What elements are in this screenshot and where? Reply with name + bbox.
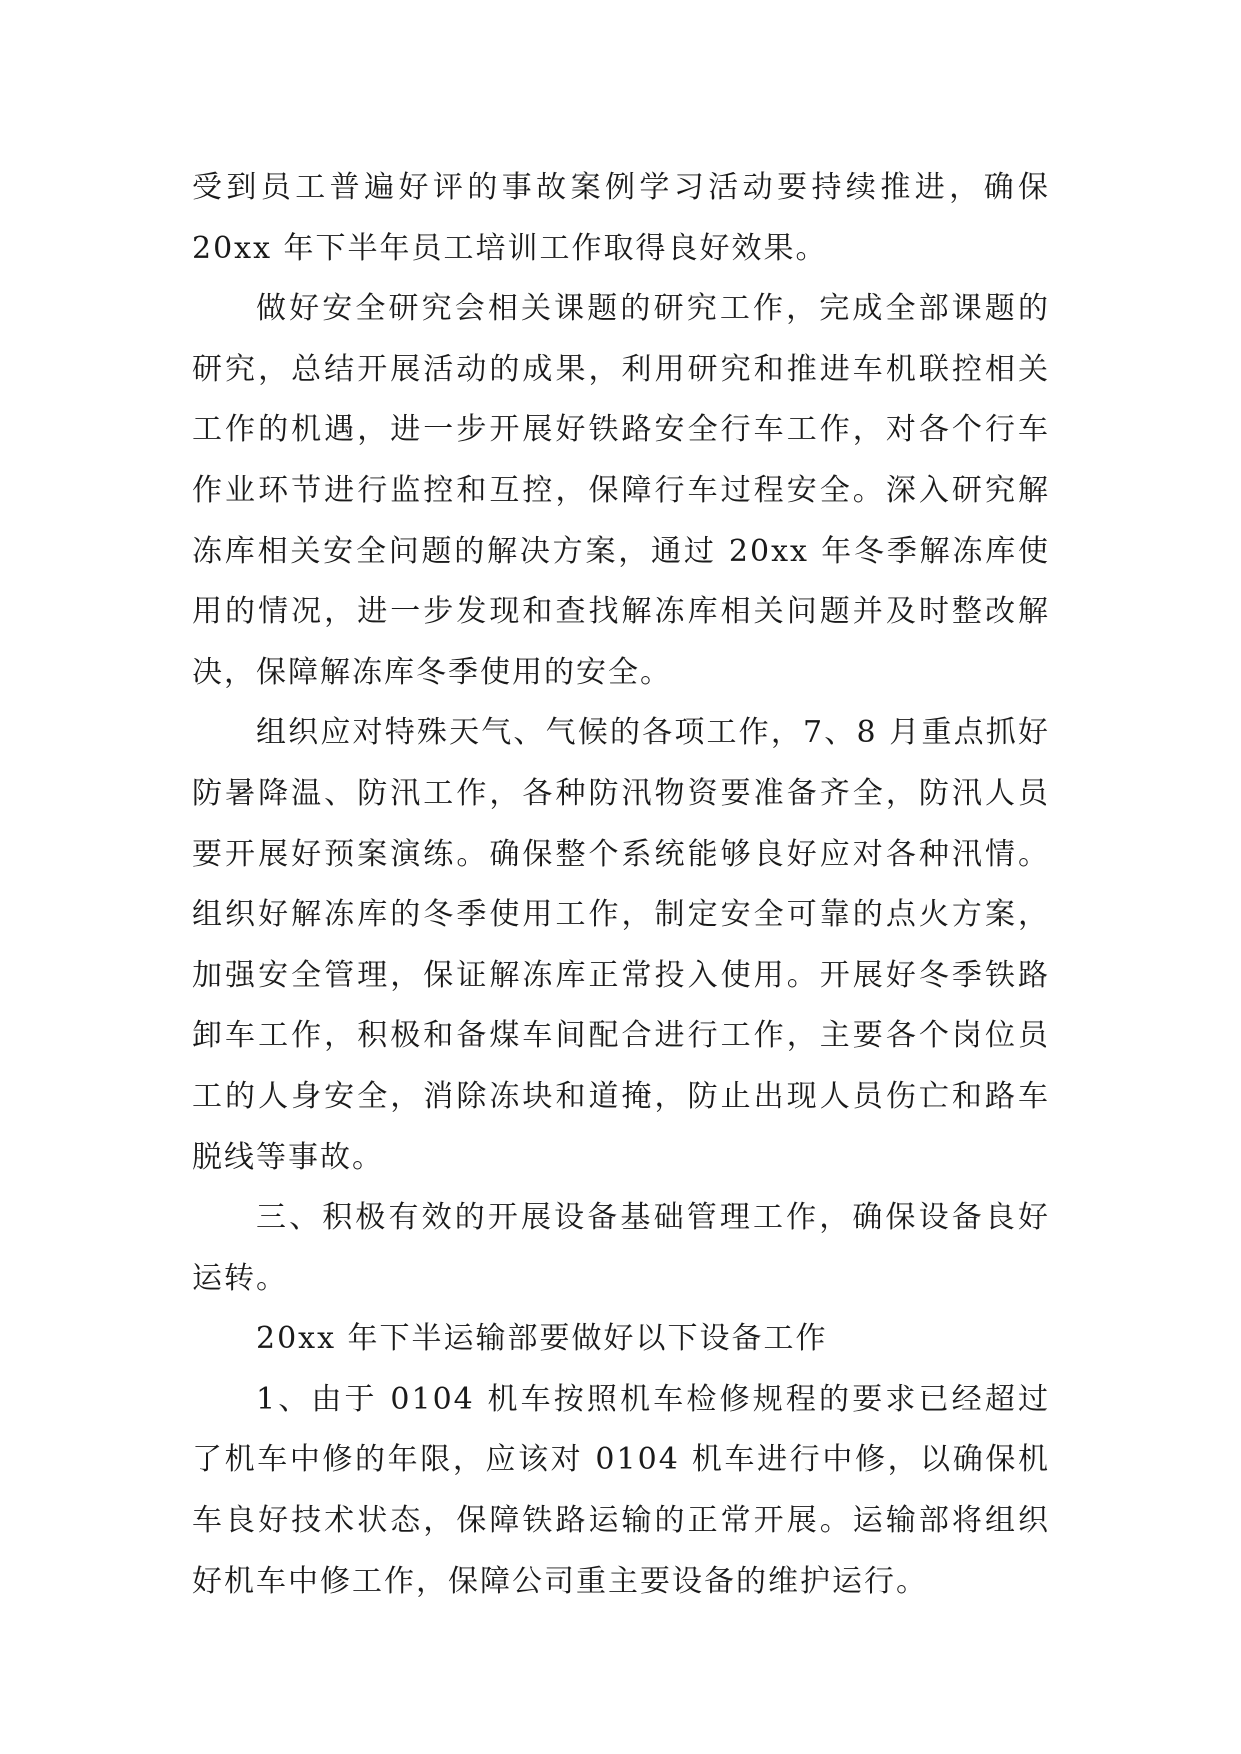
document-body xyxy=(192,158,1050,1612)
paragraph-equipment-intro: 20xx 年下半运输部要做好以下设备工作 xyxy=(256,1321,828,1357)
section-heading-equipment: 三、积极有效的开展设备基础管理工作，确保设备良好运转。 xyxy=(192,1200,1050,1296)
paragraph-continuation: 受到员工普遍好评的事故案例学习活动要持续推进，确保20xx 年下半年员工培训工作取得良好效果。 xyxy=(192,170,1050,266)
paragraph-research-work: 做好安全研究会相关课题的研究工作，完成全部课题的研究，总结开展活动的成果，利用研究和推进车机联控相关工作的机遇，进一步开展好铁路安全行车工作，对各个行车作业环节进行监控和互控，保障行车过程安全。深入研究解冻库相关安全问题的解决方案，通过 20xx 年冬季解冻库使用的情况，进一步发现和查找解冻库相关问题并及时整改解决，保障解冻库冬季使用的安全。 xyxy=(192,291,1050,690)
paragraph-locomotive-overhaul: 1、由于 0104 机车按照机车检修规程的要求已经超过了机车中修的年限，应该对 0104 机车进行中修，以确保机车良好技术状态，保障铁路运输的正常开展。运输部将组织好机车中修工作，保障公司重主要设备的维护运行。 xyxy=(192,1381,1050,1599)
paragraph-weather-response: 组织应对特殊天气、气候的各项工作，7、8 月重点抓好防暑降温、防汛工作，各种防汛物资要准备齐全，防汛人员要开展好预案演练。确保整个系统能够良好应对各种汛情。组织好解冻库的冬季使用工作，制定安全可靠的点火方案，加强安全管理，保证解冻库正常投入使用。开展好冬季铁路卸车工作，积极和备煤车间配合进行工作，主要各个岗位员工的人身安全，消除冻块和道掩，防止出现人员伤亡和路车脱线等事故。 xyxy=(192,715,1050,1175)
